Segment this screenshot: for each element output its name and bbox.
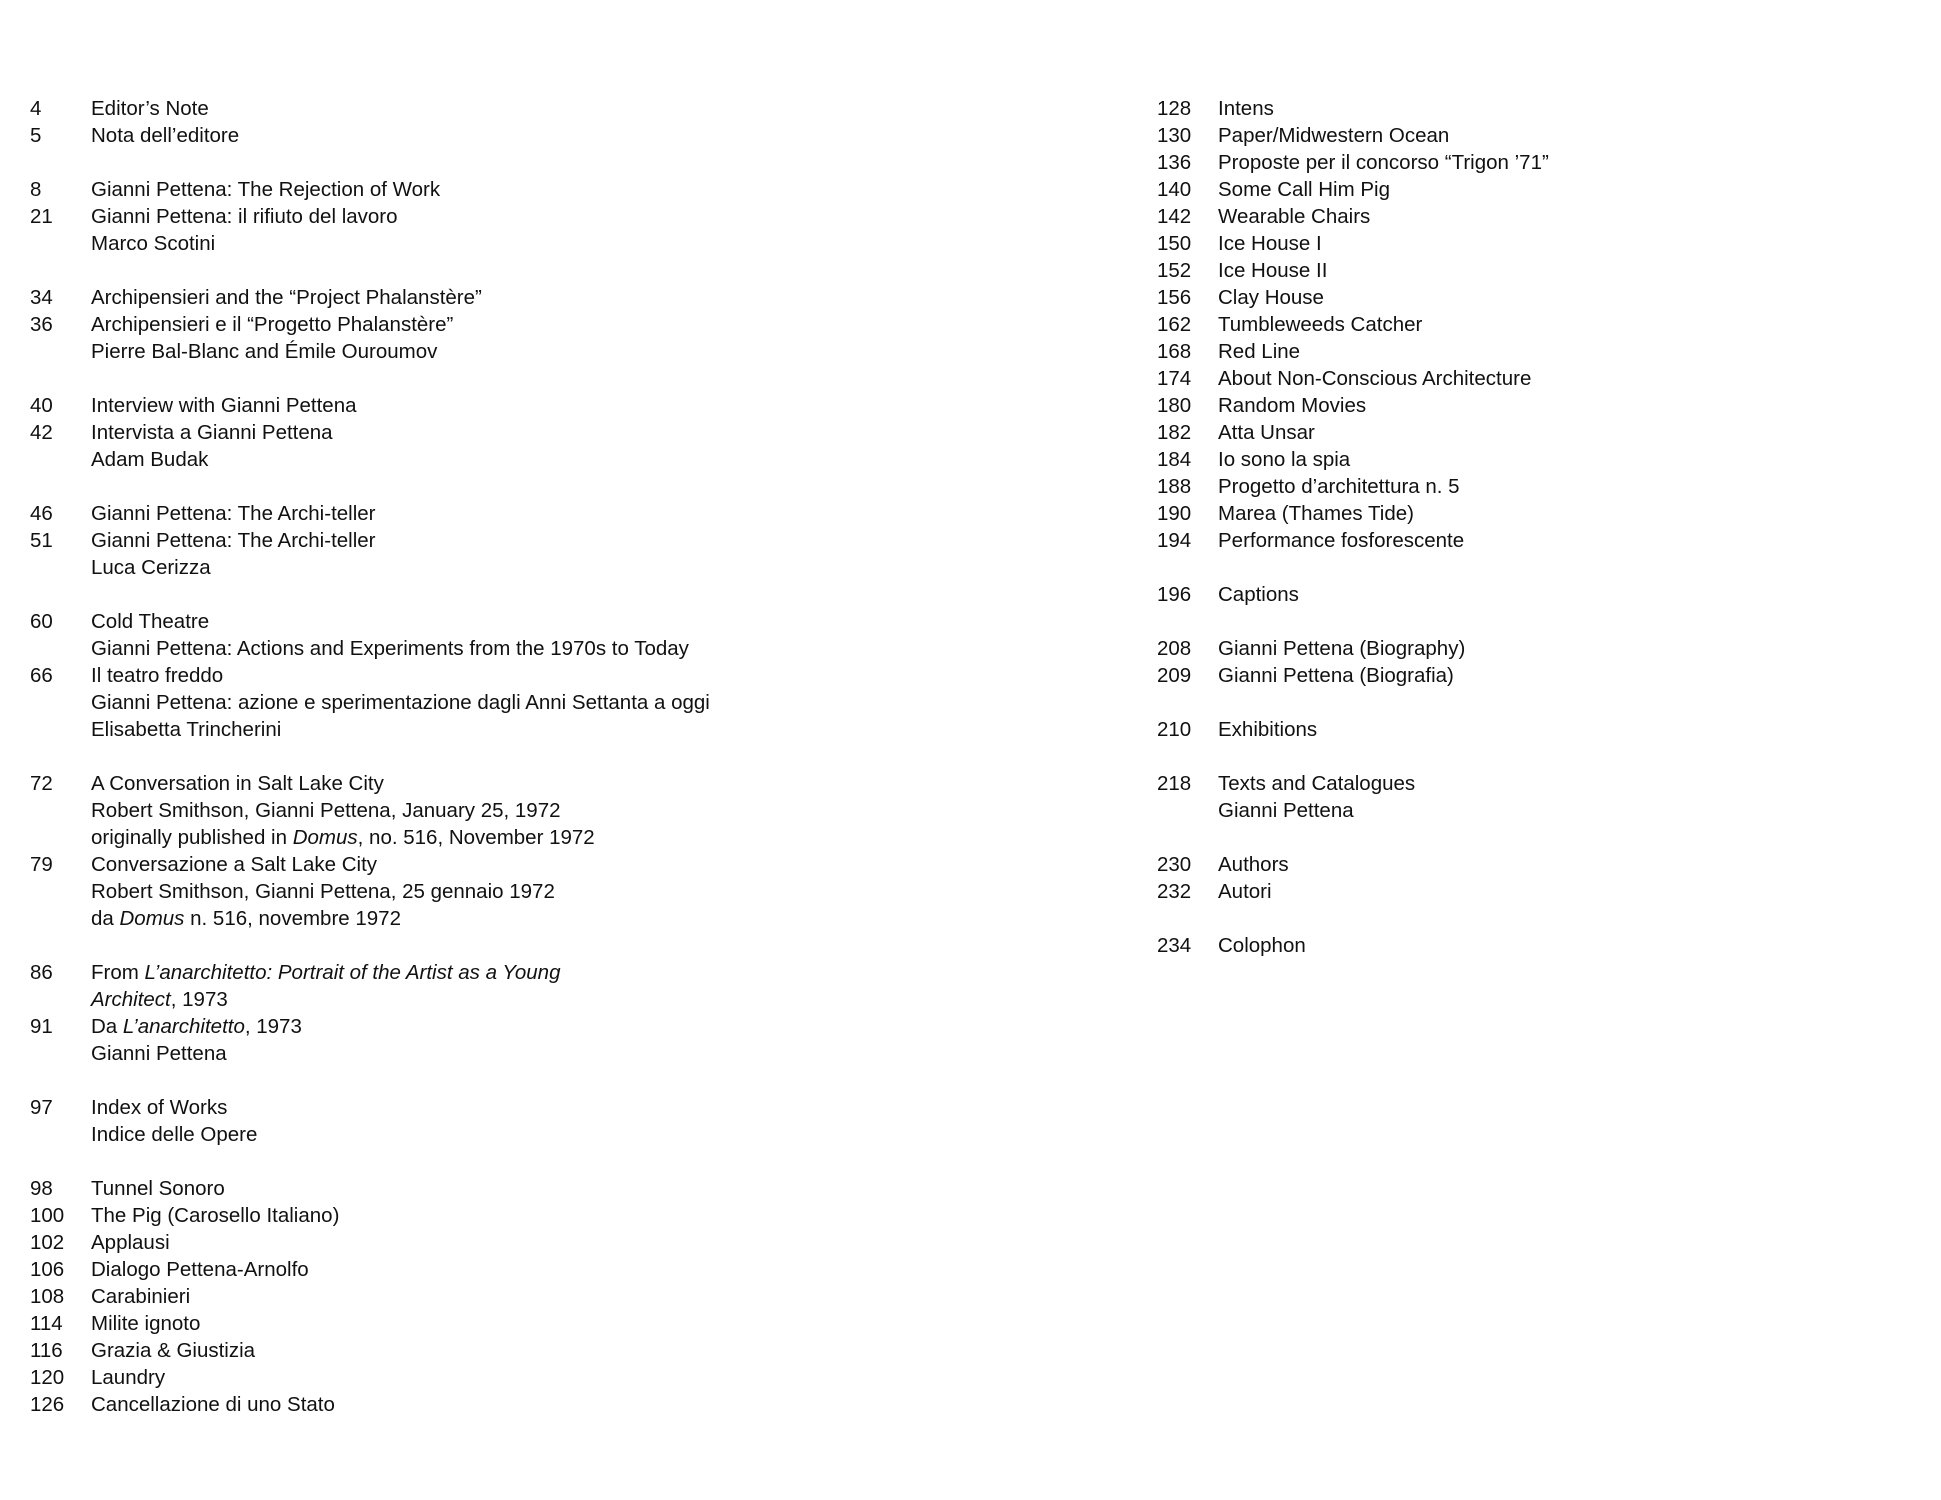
toc-page-number: 100	[30, 1204, 65, 1227]
toc-page-number: 140	[1157, 178, 1192, 201]
toc-entry-title: Laundry	[91, 1366, 166, 1389]
toc-page-number: 114	[30, 1312, 63, 1335]
toc-entry	[30, 1040, 1090, 1067]
toc-entry-title: Wearable Chairs	[1218, 205, 1371, 228]
toc-page-number: 184	[1157, 448, 1192, 471]
toc-entry	[1157, 392, 1917, 419]
toc-entry	[30, 662, 1090, 689]
toc-entry-title: Tunnel Sonoro	[91, 1177, 225, 1200]
toc-page-number: 108	[30, 1285, 65, 1308]
toc-entry-title	[91, 1013, 302, 1040]
toc-page-number: 4	[30, 97, 42, 120]
toc-entry	[30, 1121, 1090, 1148]
toc-text-segment: , no. 516, November 1972	[357, 826, 595, 849]
toc-page-number: 230	[1157, 853, 1192, 876]
toc-entry-title: Gianni Pettena: The Archi-teller	[91, 529, 376, 552]
toc-spacer	[1157, 905, 1917, 932]
toc-page-number: 72	[30, 772, 53, 795]
toc-entry-title: Ice House II	[1218, 259, 1328, 282]
toc-entry-title: Nota dell’editore	[91, 124, 240, 147]
toc-entry-title: Gianni Pettena (Biografia)	[1218, 664, 1454, 687]
toc-page-number: 46	[30, 502, 53, 525]
toc-entry-title: Red Line	[1218, 340, 1301, 363]
toc-page-number: 209	[1157, 664, 1192, 687]
toc-page-number: 98	[30, 1177, 53, 1200]
toc-page-number: 156	[1157, 286, 1192, 309]
toc-entry-title: Intens	[1218, 97, 1274, 120]
toc-entry	[1157, 95, 1917, 122]
toc-entry	[30, 446, 1090, 473]
toc-entry-title: Autori	[1218, 880, 1272, 903]
toc-entry-title: Index of Works	[91, 1096, 228, 1119]
toc-entry	[30, 338, 1090, 365]
toc-entry-title: Marco Scotini	[91, 232, 216, 255]
toc-entry	[1157, 878, 1917, 905]
toc-entry	[30, 1283, 1090, 1310]
toc-entry-title: Progetto d’architettura n. 5	[1218, 475, 1460, 498]
toc-text-segment: n. 516, novembre 1972	[184, 907, 401, 930]
toc-entry-title: Random Movies	[1218, 394, 1367, 417]
toc-entry-title: Marea (Thames Tide)	[1218, 502, 1414, 525]
toc-entry-title: Milite ignoto	[91, 1312, 201, 1335]
toc-entry	[30, 95, 1090, 122]
toc-spacer	[30, 473, 1090, 500]
toc-italic-title: Domus	[119, 907, 185, 930]
toc-page-number: 51	[30, 529, 53, 552]
toc-entry-title: Robert Smithson, Gianni Pettena, 25 gennaio 1972	[91, 880, 555, 903]
toc-entry-title: Proposte per il concorso “Trigon ’71”	[1218, 151, 1549, 174]
toc-entry-title	[91, 824, 595, 851]
toc-entry-title: Elisabetta Trincherini	[91, 718, 282, 741]
toc-entry-title: Atta Unsar	[1218, 421, 1315, 444]
toc-entry	[30, 959, 1090, 986]
toc-page-number: 40	[30, 394, 53, 417]
toc-entry	[30, 1364, 1090, 1391]
toc-page-number: 180	[1157, 394, 1192, 417]
toc-spacer	[1157, 824, 1917, 851]
toc-page-number: 190	[1157, 502, 1192, 525]
toc-text-segment: da	[91, 907, 120, 930]
toc-page-number: 174	[1157, 367, 1192, 390]
toc-entry-title: Gianni Pettena	[1218, 799, 1354, 822]
toc-page-number: 91	[30, 1015, 53, 1038]
toc-text-segment: , 1973	[170, 988, 228, 1011]
toc-entry-title: Indice delle Opere	[91, 1123, 258, 1146]
toc-entry	[1157, 500, 1917, 527]
toc-entry-title: Gianni Pettena: The Rejection of Work	[91, 178, 441, 201]
toc-spacer	[30, 743, 1090, 770]
toc-entry	[30, 608, 1090, 635]
toc-entry-title: Carabinieri	[91, 1285, 191, 1308]
toc-entry	[30, 1013, 1090, 1040]
toc-italic-title: L’anarchitetto	[122, 1015, 245, 1038]
toc-entry-title: Colophon	[1218, 934, 1306, 957]
toc-entry	[30, 122, 1090, 149]
toc-entry	[30, 176, 1090, 203]
toc-entry	[1157, 419, 1917, 446]
toc-entry-title: Applausi	[91, 1231, 170, 1254]
toc-entry	[1157, 635, 1917, 662]
toc-page-number: 194	[1157, 529, 1192, 552]
toc-entry-title: Editor’s Note	[91, 97, 209, 120]
toc-entry	[30, 311, 1090, 338]
toc-entry	[30, 986, 1090, 1013]
toc-spacer	[30, 257, 1090, 284]
toc-entry	[30, 770, 1090, 797]
toc-spacer	[1157, 554, 1917, 581]
toc-entry	[1157, 446, 1917, 473]
toc-page-number: 66	[30, 664, 53, 687]
toc-entry	[1157, 473, 1917, 500]
toc-entry	[30, 797, 1090, 824]
toc-entry	[1157, 284, 1917, 311]
toc-entry-title: Gianni Pettena: il rifiuto del lavoro	[91, 205, 398, 228]
toc-entry	[30, 905, 1090, 932]
toc-page-number: 21	[30, 205, 53, 228]
toc-entry	[1157, 716, 1917, 743]
toc-entry-title: Adam Budak	[91, 448, 209, 471]
toc-page-number: 8	[30, 178, 42, 201]
toc-page-number: 152	[1157, 259, 1192, 282]
toc-entry	[30, 203, 1090, 230]
toc-page-number: 232	[1157, 880, 1192, 903]
toc-entry-title: Io sono la spia	[1218, 448, 1351, 471]
toc-entry	[1157, 932, 1917, 959]
toc-entry-title: Archipensieri e il “Progetto Phalanstère”	[91, 313, 454, 336]
toc-entry-title: Paper/Midwestern Ocean	[1218, 124, 1450, 147]
toc-page-number: 182	[1157, 421, 1192, 444]
toc-entry-title: Pierre Bal-Blanc and Émile Ouroumov	[91, 340, 438, 363]
toc-page-number: 5	[30, 124, 42, 147]
toc-entry	[1157, 149, 1917, 176]
toc-spacer	[30, 149, 1090, 176]
toc-page-number: 60	[30, 610, 53, 633]
toc-page-number: 126	[30, 1393, 65, 1416]
toc-page-number: 210	[1157, 718, 1192, 741]
toc-entry-title: Cancellazione di uno Stato	[91, 1393, 335, 1416]
toc-page-number: 162	[1157, 313, 1192, 336]
toc-page-number: 218	[1157, 772, 1192, 795]
toc-entry-title: Gianni Pettena: The Archi-teller	[91, 502, 376, 525]
toc-entry	[30, 419, 1090, 446]
toc-entry-title: A Conversation in Salt Lake City	[91, 772, 384, 795]
toc-entry	[1157, 365, 1917, 392]
toc-entry	[30, 554, 1090, 581]
toc-entry	[30, 1094, 1090, 1121]
toc-spacer	[30, 932, 1090, 959]
toc-entry	[30, 392, 1090, 419]
toc-entry-title: Some Call Him Pig	[1218, 178, 1391, 201]
toc-page-number: 168	[1157, 340, 1192, 363]
toc-entry	[30, 635, 1090, 662]
toc-page-number: 234	[1157, 934, 1192, 957]
toc-page-number: 97	[30, 1096, 53, 1119]
toc-entry-title: Clay House	[1218, 286, 1324, 309]
toc-entry	[30, 500, 1090, 527]
toc-italic-title: Domus	[292, 826, 358, 849]
toc-page-number: 142	[1157, 205, 1192, 228]
toc-entry-title: Archipensieri and the “Project Phalanstère”	[91, 286, 482, 309]
toc-spacer	[30, 581, 1090, 608]
toc-entry	[1157, 527, 1917, 554]
toc-entry-title: Robert Smithson, Gianni Pettena, January 25, 1972	[91, 799, 561, 822]
toc-entry	[30, 527, 1090, 554]
toc-text-segment: Da	[91, 1015, 123, 1038]
toc-italic-title: Architect	[91, 988, 171, 1011]
toc-spacer	[30, 365, 1090, 392]
toc-entry	[30, 1202, 1090, 1229]
toc-entry-title: Authors	[1218, 853, 1289, 876]
toc-page-number: 120	[30, 1366, 65, 1389]
toc-page-number: 130	[1157, 124, 1192, 147]
toc-page-number: 34	[30, 286, 53, 309]
toc-entry	[1157, 176, 1917, 203]
toc-spacer	[1157, 743, 1917, 770]
toc-entry-title: Gianni Pettena: azione e sperimentazione dagli Anni Settanta a oggi	[91, 691, 710, 714]
toc-page-number: 128	[1157, 97, 1192, 120]
toc-page-number: 116	[30, 1339, 63, 1362]
toc-text-segment: From	[91, 961, 145, 984]
toc-page-number: 102	[30, 1231, 65, 1254]
toc-entry-title: Exhibitions	[1218, 718, 1318, 741]
toc-entry	[1157, 770, 1917, 797]
toc-entry-title	[91, 986, 228, 1013]
toc-entry-title: Luca Cerizza	[91, 556, 211, 579]
toc-entry-title: About Non-Conscious Architecture	[1218, 367, 1532, 390]
toc-right-column	[1157, 95, 1917, 959]
toc-entry	[1157, 230, 1917, 257]
toc-entry	[1157, 311, 1917, 338]
toc-entry	[1157, 338, 1917, 365]
toc-page-number: 136	[1157, 151, 1192, 174]
toc-left-column	[30, 95, 1090, 1418]
toc-entry	[1157, 203, 1917, 230]
toc-entry	[30, 878, 1090, 905]
toc-page-number: 79	[30, 853, 53, 876]
toc-entry	[30, 1256, 1090, 1283]
toc-entry	[1157, 122, 1917, 149]
toc-entry	[30, 1229, 1090, 1256]
toc-entry	[30, 230, 1090, 257]
toc-page-number: 150	[1157, 232, 1192, 255]
toc-entry	[30, 1310, 1090, 1337]
toc-entry-title: Tumbleweeds Catcher	[1218, 313, 1423, 336]
toc-entry	[1157, 662, 1917, 689]
toc-page-number: 36	[30, 313, 53, 336]
toc-entry-title: Il teatro freddo	[91, 664, 224, 687]
toc-entry-title: Captions	[1218, 583, 1299, 606]
toc-entry	[30, 284, 1090, 311]
toc-entry	[30, 824, 1090, 851]
toc-entry-title: Intervista a Gianni Pettena	[91, 421, 333, 444]
toc-entry-title: Gianni Pettena	[91, 1042, 227, 1065]
toc-entry-title: Performance fosforescente	[1218, 529, 1465, 552]
toc-page-number: 86	[30, 961, 53, 984]
toc-entry-title: Ice House I	[1218, 232, 1322, 255]
toc-entry	[30, 851, 1090, 878]
toc-spacer	[1157, 608, 1917, 635]
toc-entry-title: Gianni Pettena: Actions and Experiments from the 1970s to Today	[91, 637, 689, 660]
toc-entry	[1157, 797, 1917, 824]
toc-entry-title: Dialogo Pettena-Arnolfo	[91, 1258, 309, 1281]
toc-page-number: 188	[1157, 475, 1192, 498]
toc-entry-title: Conversazione a Salt Lake City	[91, 853, 378, 876]
toc-spacer	[30, 1148, 1090, 1175]
toc-entry-title: Grazia & Giustizia	[91, 1339, 256, 1362]
toc-entry	[30, 716, 1090, 743]
toc-entry-title: Interview with Gianni Pettena	[91, 394, 357, 417]
toc-entry	[1157, 851, 1917, 878]
toc-entry-title	[91, 905, 401, 932]
toc-entry-title: Cold Theatre	[91, 610, 210, 633]
toc-entry-title	[91, 959, 560, 986]
toc-entry-title: Gianni Pettena (Biography)	[1218, 637, 1466, 660]
toc-text-segment: originally published in	[91, 826, 293, 849]
toc-text-segment: , 1973	[244, 1015, 302, 1038]
toc-entry	[1157, 581, 1917, 608]
toc-entry-title: Texts and Catalogues	[1218, 772, 1416, 795]
toc-spacer	[30, 1067, 1090, 1094]
toc-entry	[1157, 257, 1917, 284]
toc-entry	[30, 689, 1090, 716]
toc-page-number: 42	[30, 421, 53, 444]
toc-entry-title: The Pig (Carosello Italiano)	[91, 1204, 340, 1227]
toc-entry	[30, 1391, 1090, 1418]
toc-page-number: 106	[30, 1258, 65, 1281]
toc-italic-title: L’anarchitetto: Portrait of the Artist as a Young	[144, 961, 561, 984]
toc-page-number: 196	[1157, 583, 1192, 606]
toc-entry	[30, 1337, 1090, 1364]
toc-spacer	[1157, 689, 1917, 716]
toc-entry	[30, 1175, 1090, 1202]
toc-page-number: 208	[1157, 637, 1192, 660]
